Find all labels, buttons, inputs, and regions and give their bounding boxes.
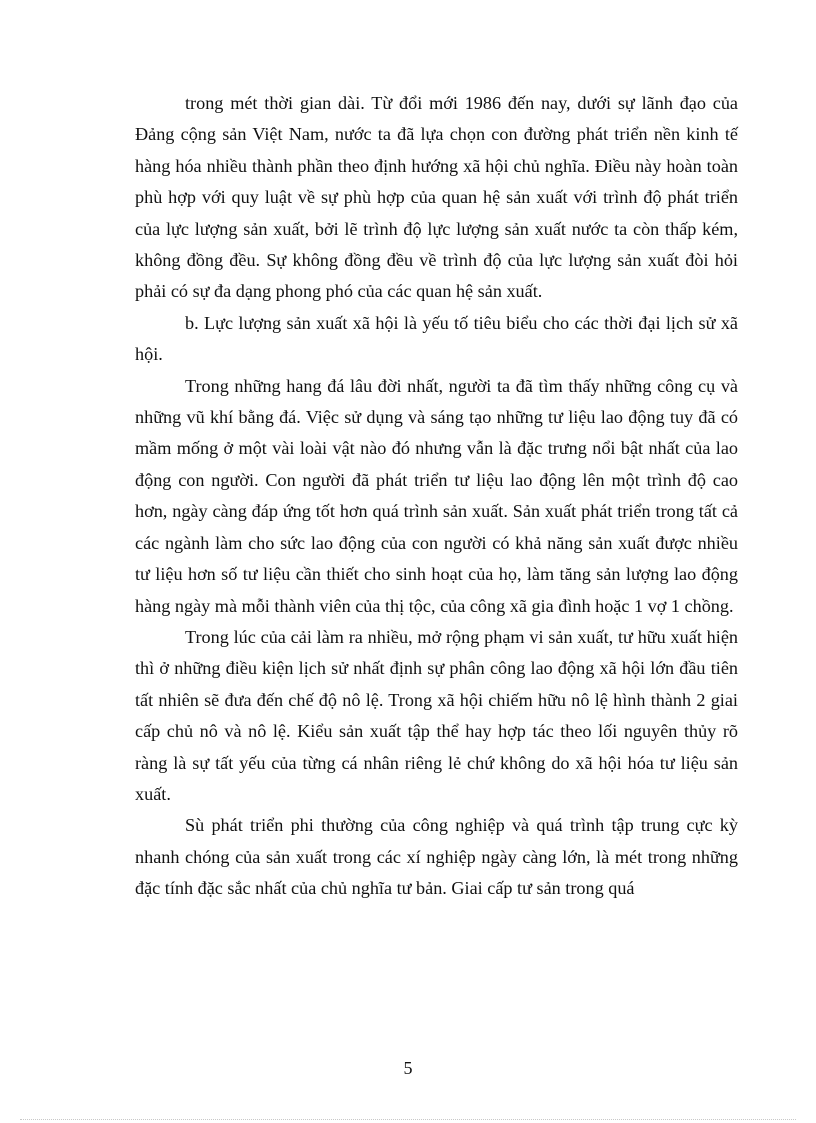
paragraph-capitalism: Sù phát triển phi thường của công nghiệp và quá trình tập trung cực kỳ nhanh chóng của sản xuất trong các xí nghiệp ngày càng lớn, là mét trong những đặc tính đặc sắc nhất của chủ nghĩa tư bản. Giai cấp tư sản trong quá (135, 815, 738, 899)
page-bottom-divider (20, 1119, 796, 1120)
body-text (135, 88, 738, 905)
paragraph-section-heading: b. Lực lượng sản xuất xã hội là yếu tố tiêu biểu cho các thời đại lịch sử xã hội. (135, 312, 738, 365)
paragraph-stone-tools: Trong những hang đá lâu đời nhất, người ta đã tìm thấy những công cụ và những vũ khí bằng đá. Việc sử dụng và sáng tạo những tư liệu lao động tuy đã có mầm mống ở một vài loài vật nào đó nhưng vẫn là đặc trưng nổi bật nhất của lao động con người. Con người đã phát triển tư liệu lao động lên một trình độ cao hơn, ngày càng đáp ứng tốt hơn quá trình sản xuất. Sản xuất phát triển trong tất cả các ngành làm cho sức lao động của con người có khả năng sản xuất được nhiều tư liệu hơn số tư liệu cần thiết cho sinh hoạt của họ, làm tăng sản lượng lao động hàng ngày mà mỗi thành viên của thị tộc, của công xã gia đình hoặc 1 vợ 1 chồng. (135, 375, 738, 616)
paragraph-continuation: trong mét thời gian dài. Từ đổi mới 1986 đến nay, dưới sự lãnh đạo của Đảng cộng sản Việt Nam, nước ta đã lựa chọn con đường phát triển nền kinh tế hàng hóa nhiều thành phần theo định hướng xã hội chủ nghĩa. Điều này hoàn toàn phù hợp với quy luật về sự phù hợp của quan hệ sản xuất với trình độ phát triển của lực lượng sản xuất, bởi lẽ trình độ lực lượng sản xuất nước ta còn thấp kém, không đồng đều. Sự không đồng đều về trình độ của lực lượng sản xuất đòi hỏi phải có sự đa dạng phong phó của các quan hệ sản xuất. (135, 93, 738, 302)
page-number: 5 (403, 1058, 413, 1078)
paragraph-slavery: Trong lúc của cải làm ra nhiều, mở rộng phạm vi sản xuất, tư hữu xuất hiện thì ở những điều kiện lịch sử nhất định sự phân công lao động xã hội lớn đầu tiên tất nhiên sẽ đưa đến chế độ nô lệ. Trong xã hội chiếm hữu nô lệ hình thành 2 giai cấp chủ nô và nô lệ. Kiểu sản xuất tập thể hay hợp tác theo lối nguyên thủy rõ ràng là sự tất yếu của từng cá nhân riêng lẻ chứ không do xã hội hóa tư liệu sản xuất. (135, 626, 738, 804)
